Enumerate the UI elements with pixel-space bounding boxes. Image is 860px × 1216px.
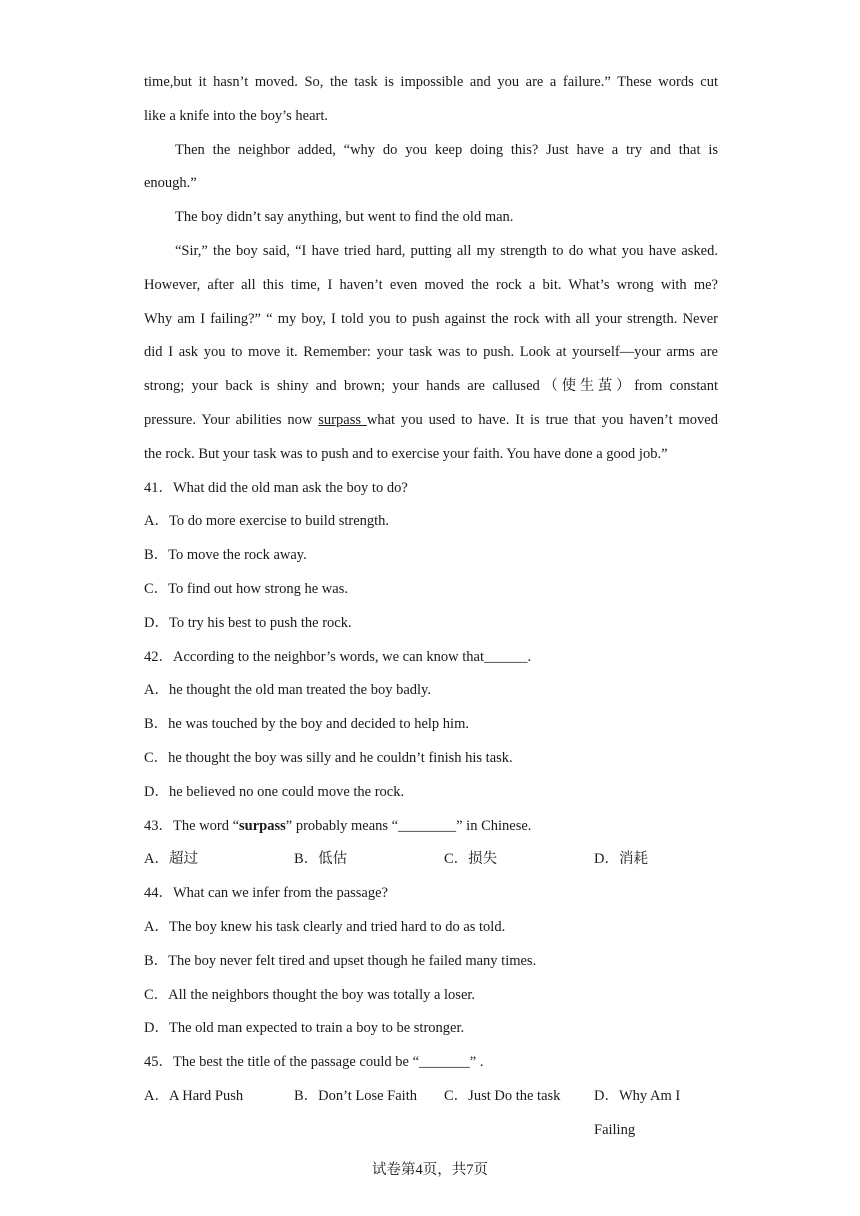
answer-option: B．低估 [294,851,348,868]
question-text: ” probably means “________” in Chinese. [285,817,532,834]
answer-option: C．损失 [444,851,498,868]
passage-text: what you used to have. It is true that you haven’t moved [366,411,718,428]
answer-option: C．he thought the boy was silly and he couldn’t finish his task. [144,749,513,766]
question-text: 43．The word “ [144,817,240,834]
passage-line: Why am I failing?” “ my boy, I told you to push against the rock with all your strength. Never [144,310,718,327]
answer-option: B．The boy never felt tired and upset though he failed many times. [144,952,537,969]
passage-line [144,404,718,438]
answer-option: D．The old man expected to train a boy to be stronger. [144,1020,465,1037]
answer-option: D．Why Am I Failing [594,1087,681,1138]
passage-line: However, after all this time, I haven’t even moved the rock a bit. What’s wrong with me? [144,276,718,293]
passage-line: time,but it hasn’t moved. So, the task is impossible and you are a failure.” These words cut [144,74,718,90]
underlined-word: surpass [318,411,367,428]
bold-word: surpass [239,817,286,834]
answer-option: A．超过 [144,851,198,868]
passage-line: strong; your back is shiny and brown; your hands are callused（使生茧）from constant [144,378,718,395]
passage-line: The boy didn’t say anything, but went to find the old man. [175,209,514,226]
answer-option: D．消耗 [594,851,648,868]
options-row [144,843,718,877]
passage-line: enough.” [144,175,197,192]
passage-line: Then the neighbor added, “why do you keep doing this? Just have a try and that is [175,141,718,158]
question-stem: 44．What can we infer from the passage? [144,885,388,902]
question-stem [144,810,718,844]
answer-option: A．The boy knew his task clearly and tried hard to do as told. [144,918,506,935]
options-row [144,1080,718,1138]
answer-option: B．Don’t Lose Faith [294,1087,417,1104]
answer-option: A．A Hard Push [144,1087,244,1104]
answer-option: C．To find out how strong he was. [144,580,348,597]
passage-line: the rock. But your task was to push and to exercise your faith. You have done a good job.” [144,445,668,462]
answer-option: B．To move the rock away. [144,547,307,564]
question-stem: 42．According to the neighbor’s words, we can know that______. [144,648,532,665]
page-content [144,66,718,1138]
question-stem: 41．What did the old man ask the boy to do? [144,479,408,496]
answer-option: D．he believed no one could move the rock. [144,783,405,800]
answer-option: B．he was touched by the boy and decided to help him. [144,716,469,733]
passage-text: pressure. Your abilities now [144,411,319,428]
question-stem: 45．The best the title of the passage could be “_______” . [144,1054,484,1071]
answer-option: A．To do more exercise to build strength. [144,513,390,530]
answer-option: D．To try his best to push the rock. [144,614,352,631]
passage-line: like a knife into the boy’s heart. [144,107,329,124]
answer-option: A．he thought the old man treated the boy badly. [144,682,431,699]
passage-line: did I ask you to move it. Remember: your task was to push. Look at yourself—your arms are [144,344,718,361]
answer-option: C．All the neighbors thought the boy was totally a loser. [144,986,476,1003]
answer-option: C．Just Do the task [444,1087,561,1104]
passage-line: “Sir,” the boy said, “I have tried hard, putting all my strength to do what you have asked. [175,242,718,259]
page-footer: 试卷第4页，共7页 [372,1162,488,1178]
